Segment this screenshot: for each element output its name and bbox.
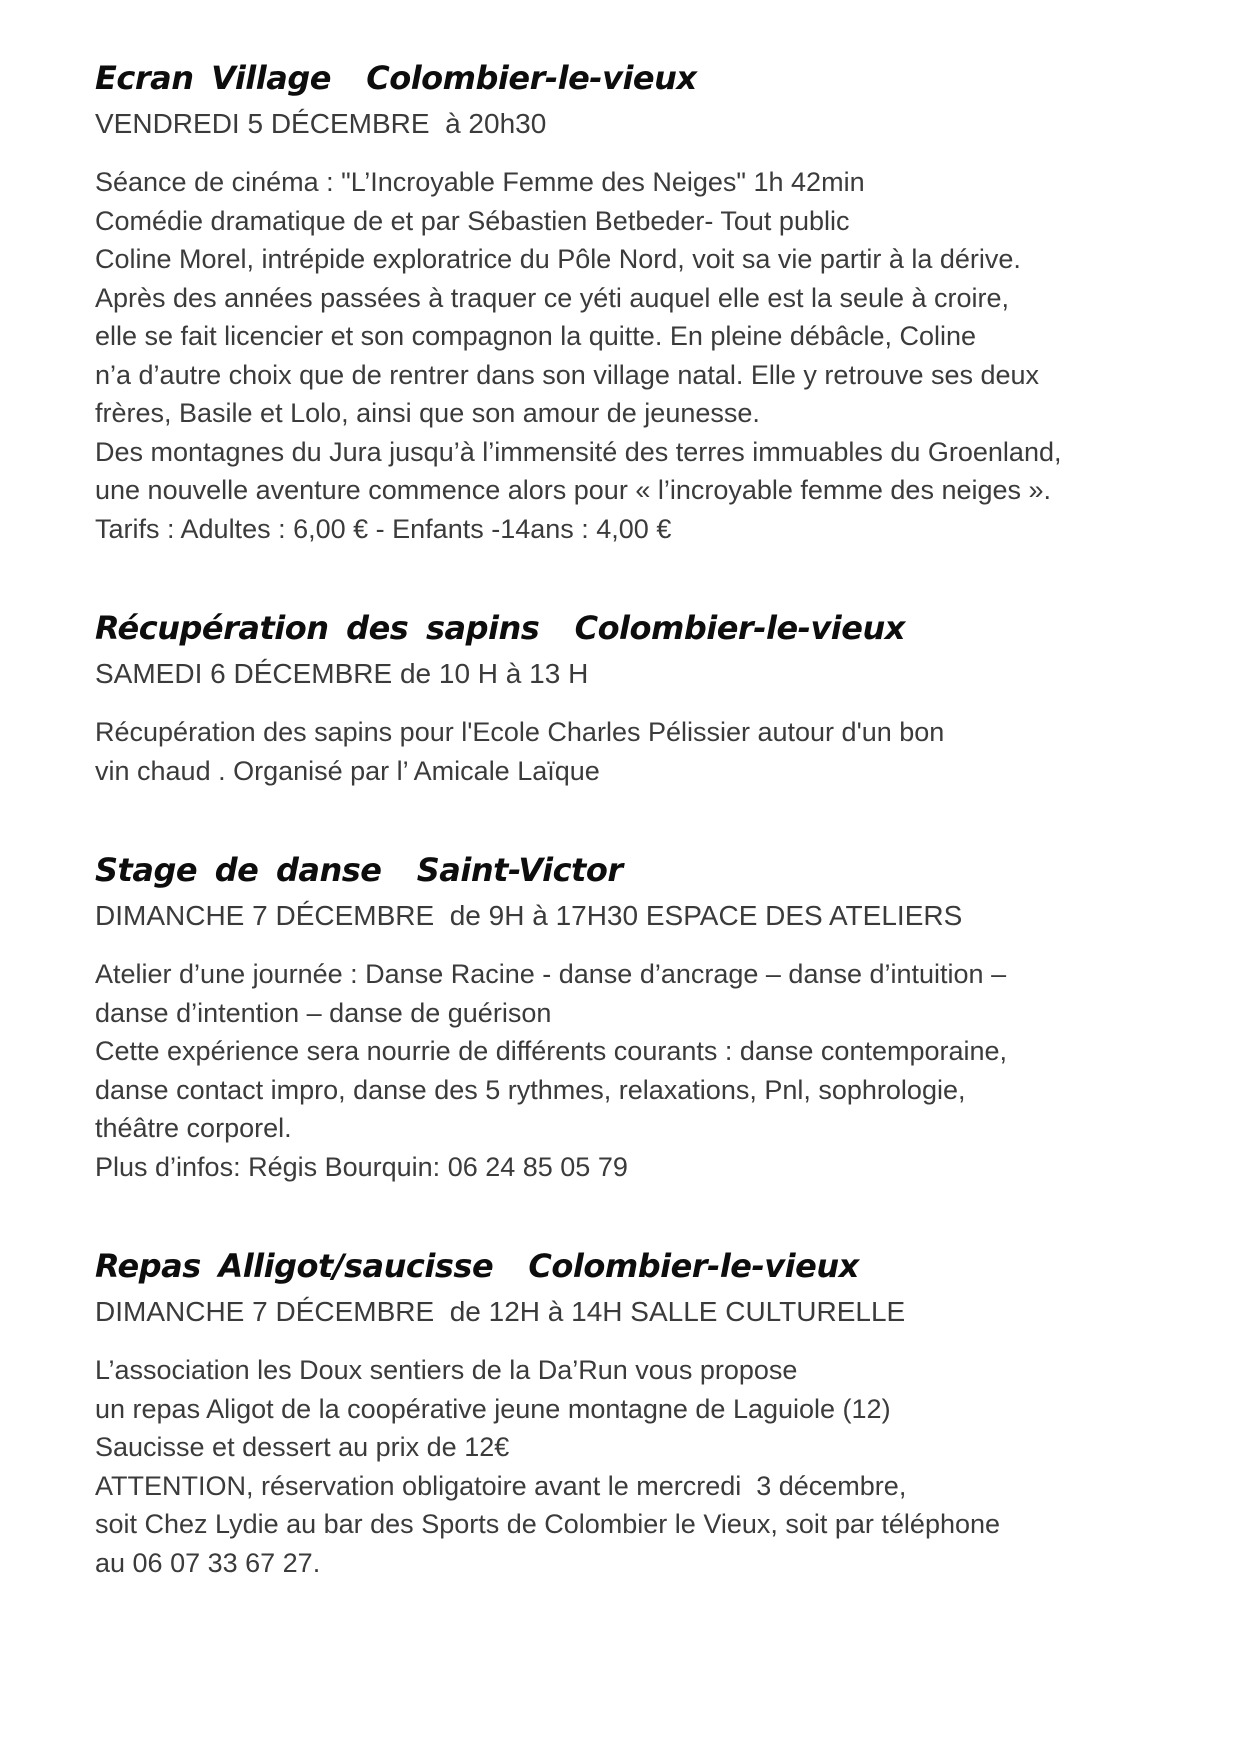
body-line: Des montagnes du Jura jusqu’à l’immensité des terres immuables du Groenland,	[95, 436, 1062, 467]
event-section-sapins	[95, 606, 1171, 790]
body-line: un repas Aligot de la coopérative jeune montagne de Laguiole (12)	[95, 1393, 891, 1424]
body-line: au 06 07 33 67 27.	[95, 1547, 321, 1578]
body-line: danse d’intention – danse de guérison	[95, 997, 552, 1028]
body-line: Atelier d’une journée : Danse Racine - danse d’ancrage – danse d’intuition –	[95, 959, 1007, 989]
event-title: Ecran Village Colombier-le-vieux	[95, 59, 697, 97]
body-line: danse contact impro, danse des 5 rythmes, relaxations, Pnl, sophrologie,	[95, 1074, 966, 1105]
event-title: Stage de danse Saint-Victor	[95, 851, 623, 889]
body-line: Après des années passées à traquer ce yéti auquel elle est la seule à croire,	[95, 282, 1010, 313]
body-line: Coline Morel, intrépide exploratrice du Pôle Nord, voit sa vie partir à la dérive.	[95, 244, 1021, 274]
body-line: Tarifs : Adultes : 6,00 € - Enfants -14ans : 4,00 €	[95, 513, 672, 544]
body-line: Cette expérience sera nourrie de différents courants : danse contemporaine,	[95, 1036, 1008, 1066]
event-description	[95, 955, 1171, 1186]
event-section-cinema	[95, 56, 1171, 548]
body-line: frères, Basile et Lolo, ainsi que son amour de jeunesse.	[95, 398, 760, 428]
event-description	[95, 1351, 1171, 1582]
body-line: n’a d’autre choix que de rentrer dans son village natal. Elle y retrouve ses deux	[95, 359, 1040, 390]
body-line: une nouvelle aventure commence alors pour « l’incroyable femme des neiges ».	[95, 475, 1052, 505]
event-description	[95, 713, 1171, 790]
event-datetime: SAMEDI 6 DÉCEMBRE de 10 H à 13 H	[95, 658, 589, 689]
body-line: vin chaud . Organisé par l’ Amicale Laïque	[95, 755, 600, 786]
event-section-repas	[95, 1244, 1171, 1582]
body-line: Séance de cinéma : "L’Incroyable Femme des Neiges" 1h 42min	[95, 167, 865, 197]
body-line: soit Chez Lydie au bar des Sports de Colombier le Vieux, soit par téléphone	[95, 1509, 1001, 1539]
event-datetime: VENDREDI 5 DÉCEMBRE à 20h30	[95, 108, 547, 139]
body-line: Saucisse et dessert au prix de 12€	[95, 1432, 510, 1462]
body-line: Plus d’infos: Régis Bourquin: 06 24 85 05 79	[95, 1151, 628, 1182]
body-line: elle se fait licencier et son compagnon la quitte. En pleine débâcle, Coline	[95, 321, 977, 351]
event-datetime: DIMANCHE 7 DÉCEMBRE de 12H à 14H SALLE CULTURELLE	[95, 1296, 906, 1327]
body-line: Récupération des sapins pour l'Ecole Charles Pélissier autour d'un bon	[95, 717, 945, 747]
body-line: ATTENTION, réservation obligatoire avant le mercredi 3 décembre,	[95, 1470, 907, 1501]
event-description	[95, 163, 1171, 548]
event-section-danse	[95, 848, 1171, 1186]
event-title: Récupération des sapins Colombier-le-vieux	[95, 609, 905, 647]
body-line: L’association les Doux sentiers de la Da’Run vous propose	[95, 1355, 798, 1385]
event-title: Repas Alligot/saucisse Colombier-le-vieux	[95, 1247, 859, 1285]
body-line: théâtre corporel.	[95, 1113, 292, 1143]
body-line: Comédie dramatique de et par Sébastien Betbeder- Tout public	[95, 205, 850, 236]
event-datetime: DIMANCHE 7 DÉCEMBRE de 9H à 17H30 ESPACE DES ATELIERS	[95, 900, 963, 931]
